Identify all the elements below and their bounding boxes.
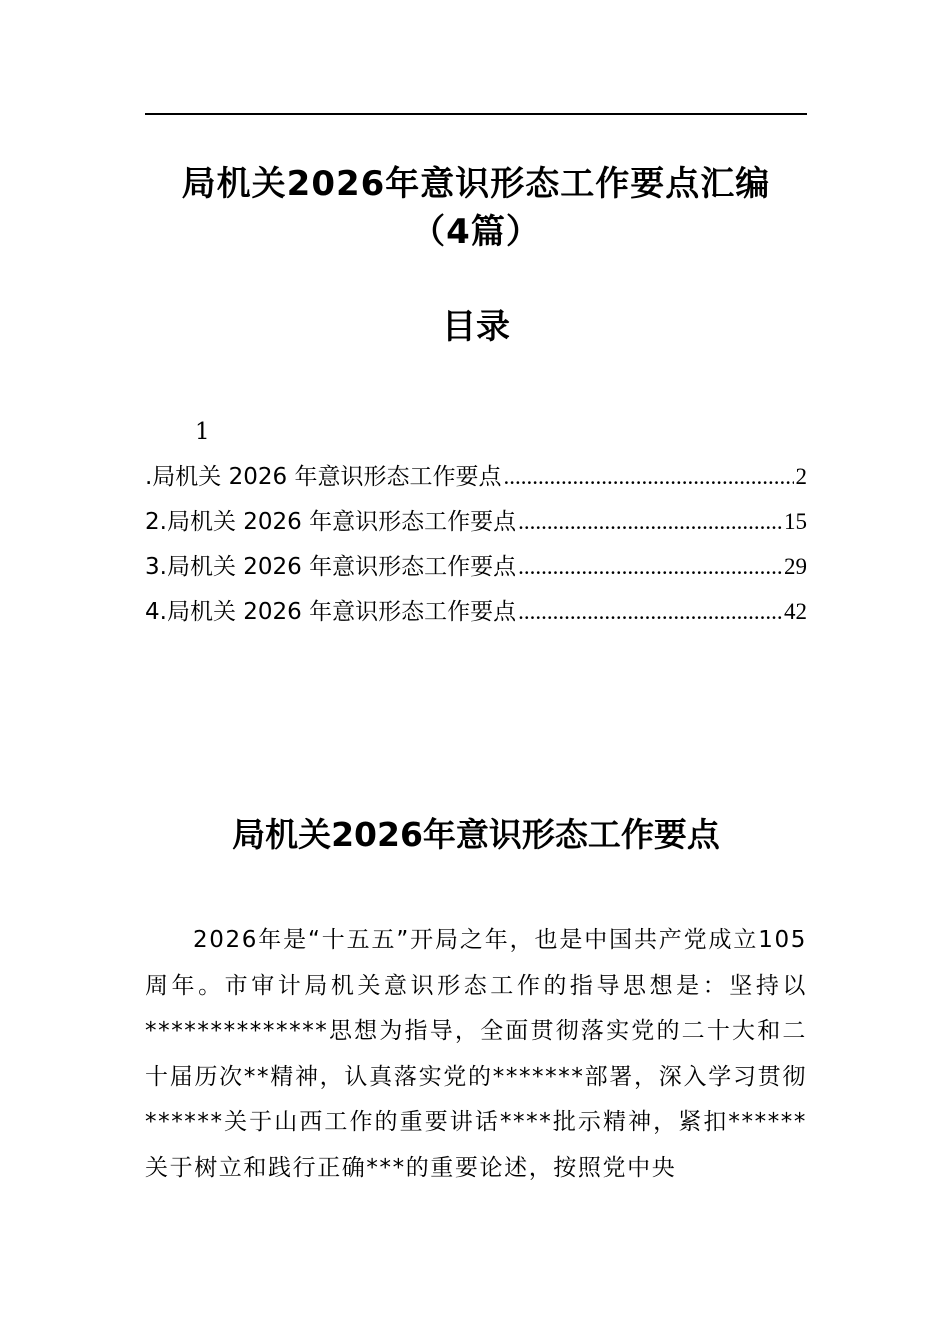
toc-leader-dots <box>518 549 782 585</box>
toc-entry-page: 29 <box>784 554 807 579</box>
toc-leader-dots <box>518 504 782 540</box>
toc-leader-dots <box>503 459 793 495</box>
toc-entry-label: 4.局机关 2026 年意识形态工作要点 <box>145 599 517 625</box>
body-paragraph: 2026年是“十五五”开局之年，也是中国共产党成立105周年。市审计局机关意识形态工作的指导思想是：坚持以**************思想为指导，全面贯彻落实党的二十大和二十届历次**精神，认真落实党的*******部署，深入学习贯彻******关于山西工作的重要讲话****批示精神，紧扣******关于树立和践行正确***的重要论述，按照党中央 <box>145 927 807 1181</box>
document-subtitle: （4篇） <box>411 212 541 252</box>
toc-entry[interactable] <box>145 504 807 549</box>
table-of-contents <box>145 459 807 639</box>
toc-entry-page: 2 <box>795 464 807 489</box>
document-title: 局机关2026年意识形态工作要点汇编 <box>181 164 771 204</box>
toc-entry-label: .局机关 2026 年意识形态工作要点 <box>145 464 502 490</box>
toc-entry-page: 15 <box>784 509 807 534</box>
header-rule <box>145 113 807 115</box>
section-title: 局机关2026年意识形态工作要点 <box>232 815 720 854</box>
toc-leader-dots <box>518 594 782 630</box>
toc-entry-page: 42 <box>784 599 807 624</box>
toc-entry[interactable] <box>145 594 807 639</box>
toc-entry[interactable] <box>145 549 807 594</box>
toc-entry[interactable] <box>145 459 807 504</box>
toc-entry-label: 2.局机关 2026 年意识形态工作要点 <box>145 509 517 535</box>
toc-heading: 目录 <box>442 307 510 347</box>
toc-entry-label: 3.局机关 2026 年意识形态工作要点 <box>145 554 517 580</box>
toc-number: 1 <box>195 419 210 445</box>
